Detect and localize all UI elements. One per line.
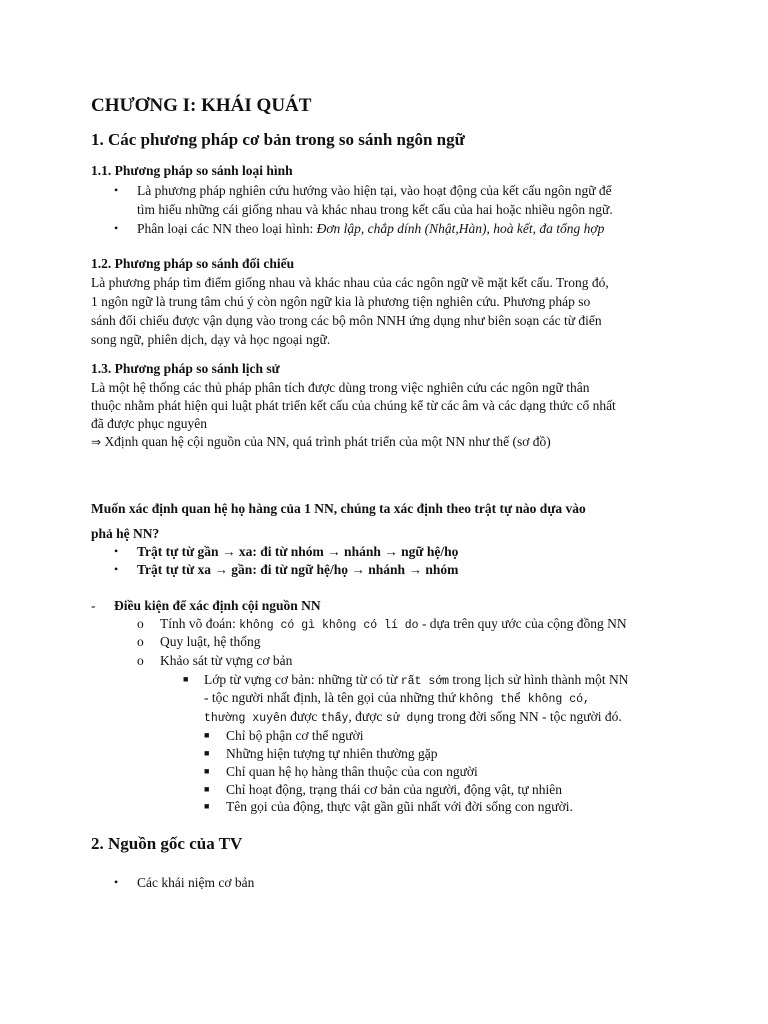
paragraph-line: thuộc nhằm phát hiện qui luật phát triển kết cấu của chúng kể từ các âm và các dạng thức cổ nhất <box>91 398 616 413</box>
chapter-title: CHƯƠNG I: KHÁI QUÁT <box>91 95 312 116</box>
bullet-dot: • <box>114 183 119 197</box>
bullet-text-line: Các khái niệm cơ bản <box>137 875 255 890</box>
subsection-1-2-title: 1.2. Phương pháp so sánh đối chiếu <box>91 256 295 271</box>
circle-bullet-icon: o <box>137 616 144 631</box>
condition-item: Quy luật, hệ thống <box>160 634 261 649</box>
circle-bullet-icon: o <box>137 634 144 649</box>
paragraph-line: đã được phục nguyên <box>91 416 208 431</box>
paragraph-line: 1 ngôn ngữ là trung tâm chú ý còn ngôn ngữ kia là phương tiện nghiên cứu. Phương pháp so <box>91 294 591 309</box>
square-bullet-icon: ■ <box>204 766 210 776</box>
section-1-title: 1. Các phương pháp cơ bản trong so sánh ngôn ngữ <box>91 130 465 149</box>
question-line: Muốn xác định quan hệ họ hàng của 1 NN, chúng ta xác định theo trật tự nào dựa vào <box>91 501 586 516</box>
condition-item: Khảo sát từ vựng cơ bản <box>160 653 293 668</box>
bullet-text-line: tìm hiểu những cái giống nhau và khác nhau trong kết cấu của hai hoặc nhiều ngôn ngữ. <box>137 202 613 217</box>
paragraph-line: sánh đối chiếu được vận dụng vào trong các bộ môn NNH ứng dụng như biên soạn các từ điển <box>91 313 602 328</box>
bullet-dot: • <box>114 562 119 576</box>
subsection-1-3-title: 1.3. Phương pháp so sánh lịch sử <box>91 361 280 376</box>
subsection-1-1-title: 1.1. Phương pháp so sánh loại hình <box>91 163 293 178</box>
vocab-sub-item: Chỉ bộ phận cơ thể người <box>226 728 364 743</box>
order-rule: Trật tự từ xa → gần: đi từ ngữ hệ/họ → nhánh → nhóm <box>137 562 459 577</box>
square-bullet-icon: ■ <box>183 674 189 684</box>
question-line: phả hệ NN? <box>91 526 160 541</box>
bullet-dot: • <box>114 221 119 235</box>
language-types-italic: Đơn lập, chắp dính (Nhật,Hàn), hoà kết, đa tổng hợp <box>316 221 605 236</box>
vocab-line: - tộc người nhất định, là tên gọi của những thứ không thể không có, <box>204 690 590 706</box>
conditions-title: Điều kiện để xác định cội nguồn NN <box>114 598 321 613</box>
vocab-sub-item: Những hiện tượng tự nhiên thường gặp <box>226 746 438 761</box>
conclusion-line: ⇒ Xđịnh quan hệ cội nguồn của NN, quá trình phát triển của một NN như thế (sơ đồ) <box>91 434 551 449</box>
paragraph-line: Là một hệ thống các thủ pháp phân tích được dùng trong việc nghiên cứu các ngôn ngữ thân <box>91 380 590 395</box>
implies-arrow-icon: ⇒ <box>91 435 102 449</box>
condition-item: Tính võ đoán: không có gì không có lí do - dựa trên quy ước của cộng đồng NN <box>160 616 627 632</box>
circle-bullet-icon: o <box>137 653 144 668</box>
square-bullet-icon: ■ <box>204 801 210 811</box>
vocab-line: Lớp từ vựng cơ bản: những từ có từ rất sớm trong lịch sử hình thành một NN <box>204 672 629 688</box>
bullet-text-line: Phân loại các NN theo loại hình: Đơn lập, chắp dính (Nhật,Hàn), hoà kết, đa tổng hợp <box>137 221 605 236</box>
square-bullet-icon: ■ <box>204 730 210 740</box>
square-bullet-icon: ■ <box>204 748 210 758</box>
bullet-dot: • <box>114 875 119 889</box>
section-2-title: 2. Nguồn gốc của TV <box>91 834 243 853</box>
paragraph-line: song ngữ, phiên dịch, dạy và học ngoại ngữ. <box>91 332 331 347</box>
bullet-dot: • <box>114 544 119 558</box>
bullet-text-line: Là phương pháp nghiên cứu hướng vào hiện tại, vào hoạt động của kết cấu ngôn ngữ để <box>137 183 612 198</box>
vocab-sub-item: Chỉ quan hệ họ hàng thân thuộc của con người <box>226 764 478 779</box>
vocab-line: thường xuyên được thấy, được sử dụng trong đời sống NN - tộc người đó. <box>204 709 622 725</box>
dash-marker: - <box>91 598 96 613</box>
square-bullet-icon: ■ <box>204 784 210 794</box>
order-rule: Trật tự từ gần → xa: đi từ nhóm → nhánh → ngữ hệ/họ <box>137 544 459 559</box>
vocab-sub-item: Tên gọi của động, thực vật gần gũi nhất với đời sống con người. <box>226 799 573 814</box>
paragraph-line: Là phương pháp tìm điểm giống nhau và khác nhau của các ngôn ngữ về mặt kết cấu. Trong đó, <box>91 275 609 290</box>
vocab-sub-item: Chỉ hoạt động, trạng thái cơ bản của người, động vật, tự nhiên <box>226 782 562 797</box>
